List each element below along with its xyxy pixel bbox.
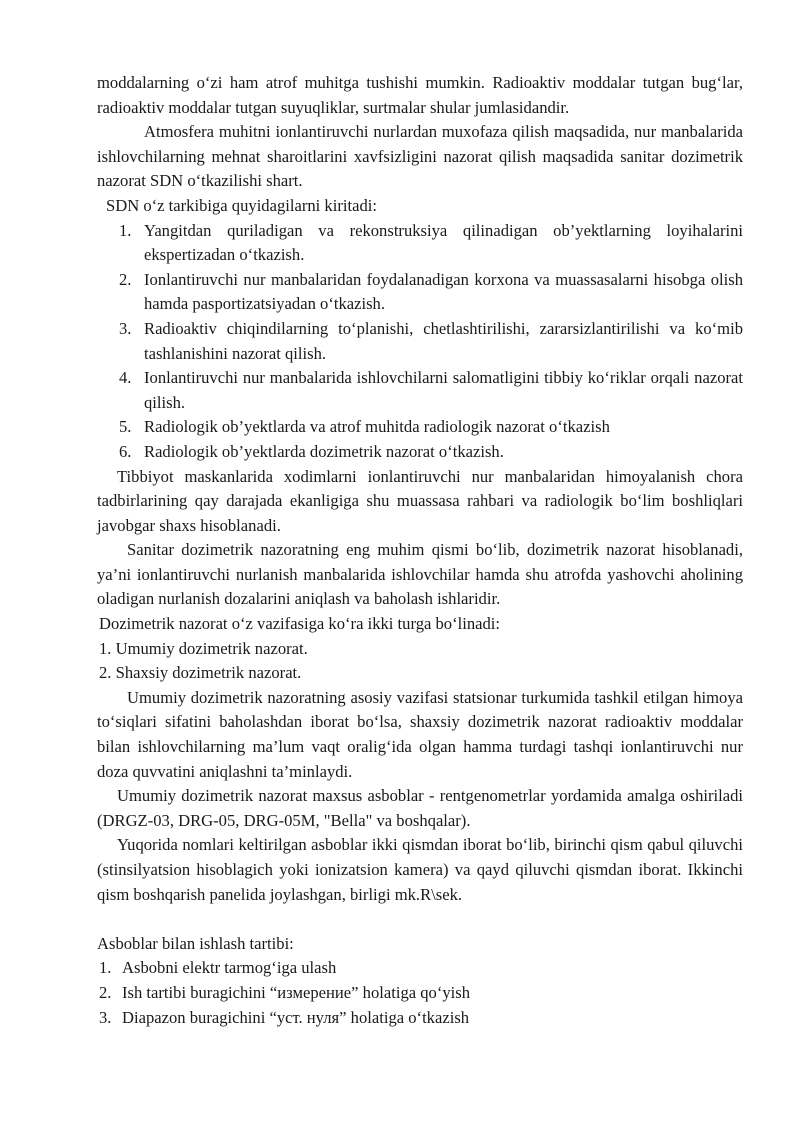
list-item: 1. Yangitdan quriladigan va rekonstruksiya qilinadigan ob’yektlarning loyihalarini ekspertizadan o‘tkazish. — [119, 220, 743, 265]
list-item: 6. Radiologik ob’yektlarda dozimetrik nazorat o‘tkazish. — [119, 441, 504, 461]
list-item: 2. Ionlantiruvchi nur manbalaridan foydalanadigan korxona va muassasalarni hisobga olish hamda pasportizatsiyadan o‘tkazish. — [119, 269, 743, 314]
paragraph-tartib-heading: Asboblar bilan ishlash tartibi: — [97, 933, 294, 953]
paragraph-atmosfera: Atmosfera muhitni ionlantiruvchi nurlardan muxofaza qilish maqsadida, nur manbalarida ishlovchilarning mehnat sharoitlarini xavfsizligini nazorat qilish maqsadida sanitar dozimetrik nazorat SDN o‘tkazilishi shart. — [97, 122, 743, 191]
list-item: 4. Ionlantiruvchi nur manbalarida ishlovchilarni salomatligini tibbiy ko‘riklar orqali nazorat qilish. — [119, 368, 743, 412]
list-item: 1. Asbobni elektr tarmog‘iga ulash — [99, 958, 337, 978]
paragraph-continuation: moddalarning o‘zi ham atrof muhitga tushishi mumkin. Radioaktiv moddalar tutgan bug‘lar, radioaktiv moddalar tutgan suyuqliklar, surtmalar shular jumlasidandir. — [97, 73, 743, 117]
list-item: 5. Radiologik ob’yektlarda va atrof muhitda radiologik nazorat o‘tkazish — [119, 417, 610, 437]
list-item: 2. Ish tartibi buragichini “измерение” holatiga qo‘yish — [99, 982, 471, 1002]
list-item: 3. Radioaktiv chiqindilarning to‘planishi, chetlashtirilishi, zararsizlantirilishi va ko‘mib tashlanishini nazorat qilish. — [119, 318, 743, 363]
paragraph-umumiy-vazifa: Umumiy dozimetrik nazoratning asosiy vazifasi statsionar turkumida tashkil etilgan himoya to‘siqlari sifatini baholashdan iborat bo‘lsa, shaxsiy dozimetrik nazorat radioaktiv moddalar bilan ishlovchilarning ma’lum vaqt oralig‘ida olgan hamma turdagi tashqi ionlantiruvchi nur doza quvvatini aniqlashni ta’minlaydi. — [97, 687, 743, 781]
work-steps-list — [97, 956, 743, 1030]
list-item: 3. Diapazon buragichini “уст. нуля” holatiga o‘tkazish — [99, 1007, 470, 1027]
paragraph-qismlar: Yuqorida nomlari keltirilgan asboblar ikki qismdan iborat bo‘lib, birinchi qism qabul qiluvchi (stinsilyatsion hisoblagich yoki ionizatsion kamera) va qayd qiluvchi qismdan iborat. Ikkinchi qism boshqarish panelida joylashgan, birligi mk.R\sek. — [97, 835, 743, 904]
sdn-components-list — [97, 219, 743, 465]
paragraph-types-intro: Dozimetrik nazorat o‘z vazifasiga ko‘ra ikki turga bo‘linadi: — [99, 614, 501, 634]
paragraph-sanitar: Sanitar dozimetrik nazoratning eng muhim qismi bo‘lib, dozimetrik nazorat hisoblanadi, ya’ni ionlantiruvchi nurlanish manbalarida ishlovchilar hamda shu atrofda yashovchi aholining oladigan nurlanish dozalarini aniqlash va baholash ishlaridir. — [97, 540, 743, 609]
paragraph-asboblar: Umumiy dozimetrik nazorat maxsus asboblar - rentgenometrlar yordamida amalga oshiriladi (DRGZ-03, DRG-05, DRG-05M, "Bella" va boshqalar). — [97, 786, 743, 830]
list-item: 2. Shaxsiy dozimetrik nazorat. — [99, 663, 302, 683]
list-item: 1. Umumiy dozimetrik nazorat. — [99, 638, 308, 658]
paragraph-tibbiyot: Tibbiyot maskanlarida xodimlarni ionlantiruvchi nur manbalaridan himoyalanish chora tadbirlarining qay darajada ekanligiga shu muassasa rahbari va radiologik bo‘lim boshliqlari javobgar shaxs hisoblanadi. — [97, 466, 743, 535]
document-page — [97, 71, 743, 1030]
paragraph-sdn-intro: SDN o‘z tarkibiga quyidagilarni kiritadi: — [106, 195, 377, 215]
spacer — [97, 907, 743, 932]
control-types-list — [97, 637, 743, 686]
